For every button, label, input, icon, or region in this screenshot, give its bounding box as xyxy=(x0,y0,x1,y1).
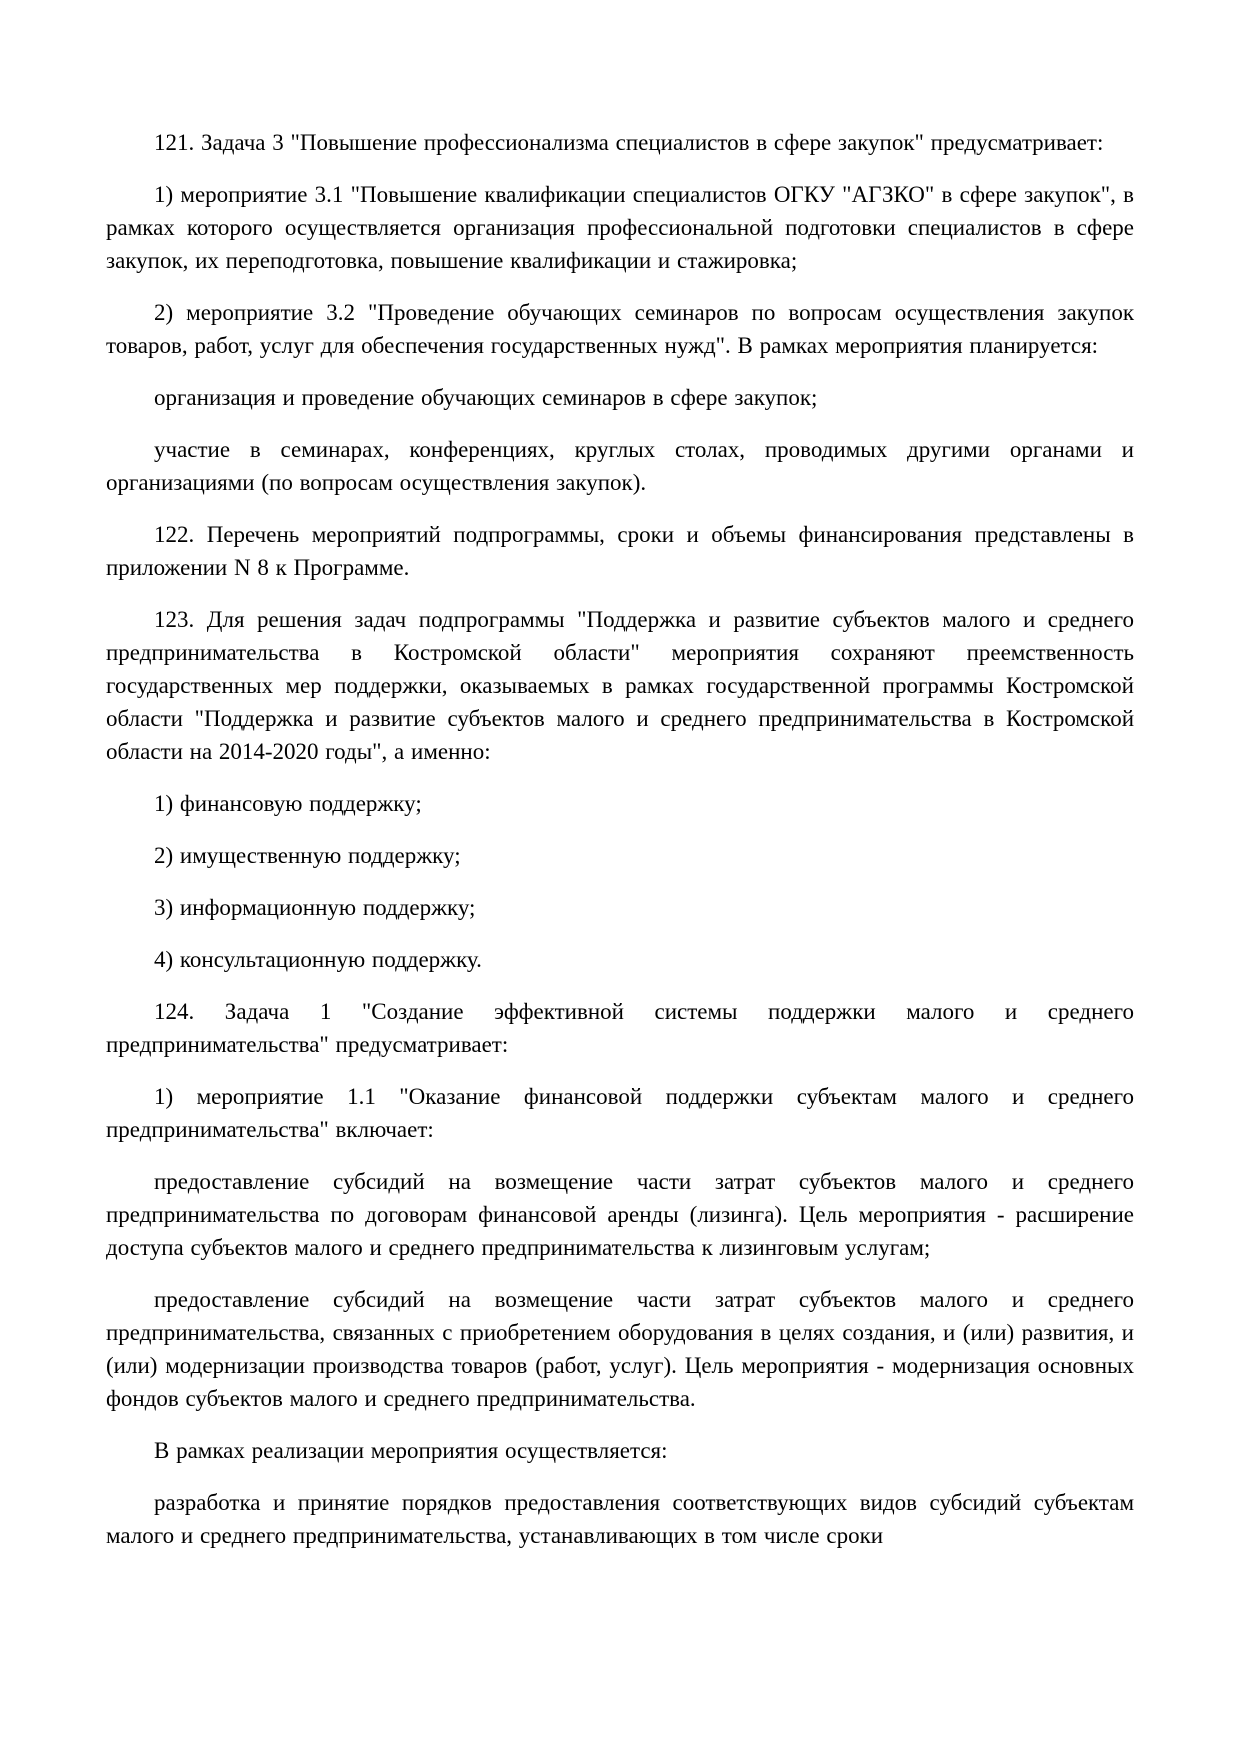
paragraph-seminars-participation: участие в семинарах, конференциях, круглых столах, проводимых другими органами и организациями (по вопросам осуществления закупок). xyxy=(106,437,1134,495)
paragraph-subsidy-equipment: предоставление субсидий на возмещение части затрат субъектов малого и среднего предпринимательства, связанных с приобретением оборудования в целях создания, и (или) развития, и (или) модернизации производства товаров (работ, услуг). Цель мероприятия - модернизация основных фондов субъектов малого и среднего предпринимательства. xyxy=(106,1287,1134,1411)
paragraph-procedures-development: разработка и принятие порядков предоставления соответствующих видов субсидий субъектам малого и среднего предпринимательства, устанавливающих в том числе сроки xyxy=(106,1490,1134,1548)
paragraph-item-1-1: 1) мероприятие 1.1 "Оказание финансовой поддержки субъектам малого и среднего предпринимательства" включает: xyxy=(106,1084,1134,1142)
paragraph-123: 123. Для решения задач подпрограммы "Поддержка и развитие субъектов малого и среднего предпринимательства в Костромской области" мероприятия сохраняют преемственность государственных мер поддержки, оказываемых в рамках государственной программы Костромской области "Поддержка и развитие субъектов малого и среднего предпринимательства в Костромской области на 2014-2020 годы", а именно: xyxy=(106,607,1134,764)
paragraph-support-consulting: 4) консультационную поддержку. xyxy=(154,947,482,972)
paragraph-item-3-1: 1) мероприятие 3.1 "Повышение квалификации специалистов ОГКУ "АГЗКО" в сфере закупок", в рамках которого осуществляется организация профессиональной подготовки специалистов в сфере закупок, их переподготовка, повышение квалификации и стажировка; xyxy=(106,182,1134,273)
paragraph-support-informational: 3) информационную поддержку; xyxy=(154,895,476,920)
paragraph-support-financial: 1) финансовую поддержку; xyxy=(154,791,422,816)
paragraph-subsidy-leasing: предоставление субсидий на возмещение части затрат субъектов малого и среднего предпринимательства по договорам финансовой аренды (лизинга). Цель мероприятия - расширение доступа субъектов малого и среднего предпринимательства к лизинговым услугам; xyxy=(106,1169,1134,1260)
paragraph-implementation-intro: В рамках реализации мероприятия осуществляется: xyxy=(154,1438,668,1463)
paragraph-122: 122. Перечень мероприятий подпрограммы, сроки и объемы финансирования представлены в приложении N 8 к Программе. xyxy=(106,522,1134,580)
paragraph-121: 121. Задача 3 "Повышение профессионализма специалистов в сфере закупок" предусматривает: xyxy=(154,130,1104,155)
paragraph-item-3-2: 2) мероприятие 3.2 "Проведение обучающих семинаров по вопросам осуществления закупок товаров, работ, услуг для обеспечения государственных нужд". В рамках мероприятия планируется: xyxy=(106,300,1134,358)
paragraph-124: 124. Задача 1 "Создание эффективной системы поддержки малого и среднего предпринимательства" предусматривает: xyxy=(106,999,1134,1057)
paragraph-seminars-organization: организация и проведение обучающих семинаров в сфере закупок; xyxy=(154,385,818,410)
paragraph-support-property: 2) имущественную поддержку; xyxy=(154,843,461,868)
